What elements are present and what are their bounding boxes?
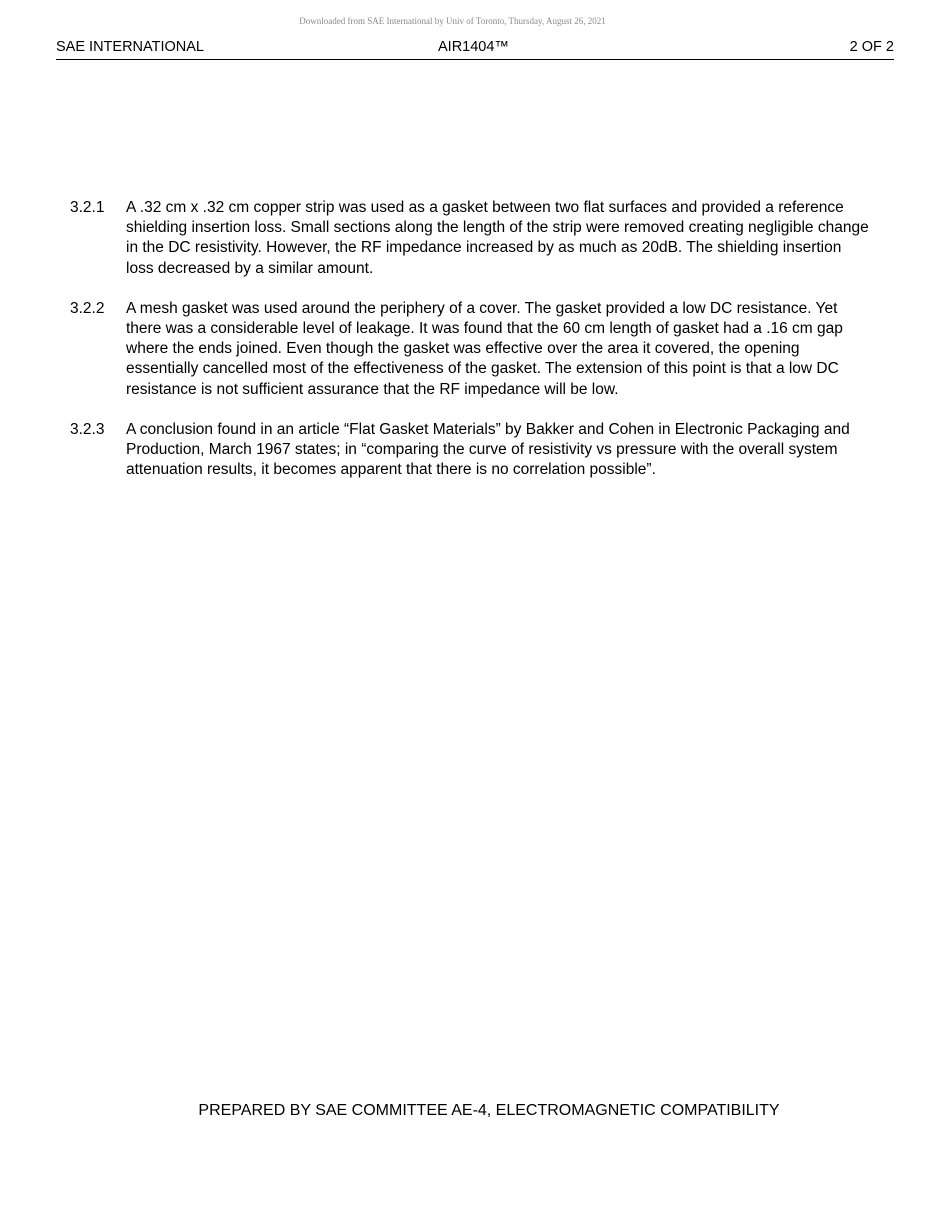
section-3-2-1	[70, 198, 870, 279]
section-text: A conclusion found in an article “Flat Gasket Materials” by Bakker and Cohen in Electronic Packaging and Production, March 1967 states; in “comparing the curve of resistivity vs pressure with the overall system attenuation results, it becomes apparent that there is no correlation possible”.	[126, 420, 850, 479]
section-3-2-3	[70, 420, 870, 481]
header-page-number: 2 OF 2	[849, 39, 894, 55]
section-text: A .32 cm x .32 cm copper strip was used as a gasket between two flat surfaces and provided a reference shielding insertion loss. Small sections along the length of the strip were removed creating negligible change in the DC resistivity. However, the RF impedance increased by as much as 20dB. The shielding insertion loss decreased by a similar amount.	[126, 199, 869, 277]
page-footer: PREPARED BY SAE COMMITTEE AE-4, ELECTROMAGNETIC COMPATIBILITY	[198, 1102, 780, 1119]
page-header	[56, 38, 894, 60]
section-number: 3.2.1	[70, 199, 105, 216]
section-number: 3.2.3	[70, 420, 105, 438]
section-3-2-2	[70, 299, 870, 400]
document-body	[70, 198, 870, 500]
header-document-id: AIR1404™	[438, 39, 509, 55]
header-organization: SAE INTERNATIONAL	[56, 39, 204, 55]
download-watermark: Downloaded from SAE International by Univ of Toronto, Thursday, August 26, 2021	[299, 16, 606, 26]
section-text: A mesh gasket was used around the periphery of a cover. The gasket provided a low DC resistance. Yet there was a considerable level of leakage. It was found that the 60 cm length of gasket had a .16 cm gap where the ends joined. Even though the gasket was effective over the area it covered, the opening essentially cancelled most of the effectiveness of the gasket. The extension of this point is that a low DC resistance is not sufficient assurance that the RF impedance will be low.	[126, 299, 843, 398]
section-number: 3.2.2	[70, 299, 105, 317]
